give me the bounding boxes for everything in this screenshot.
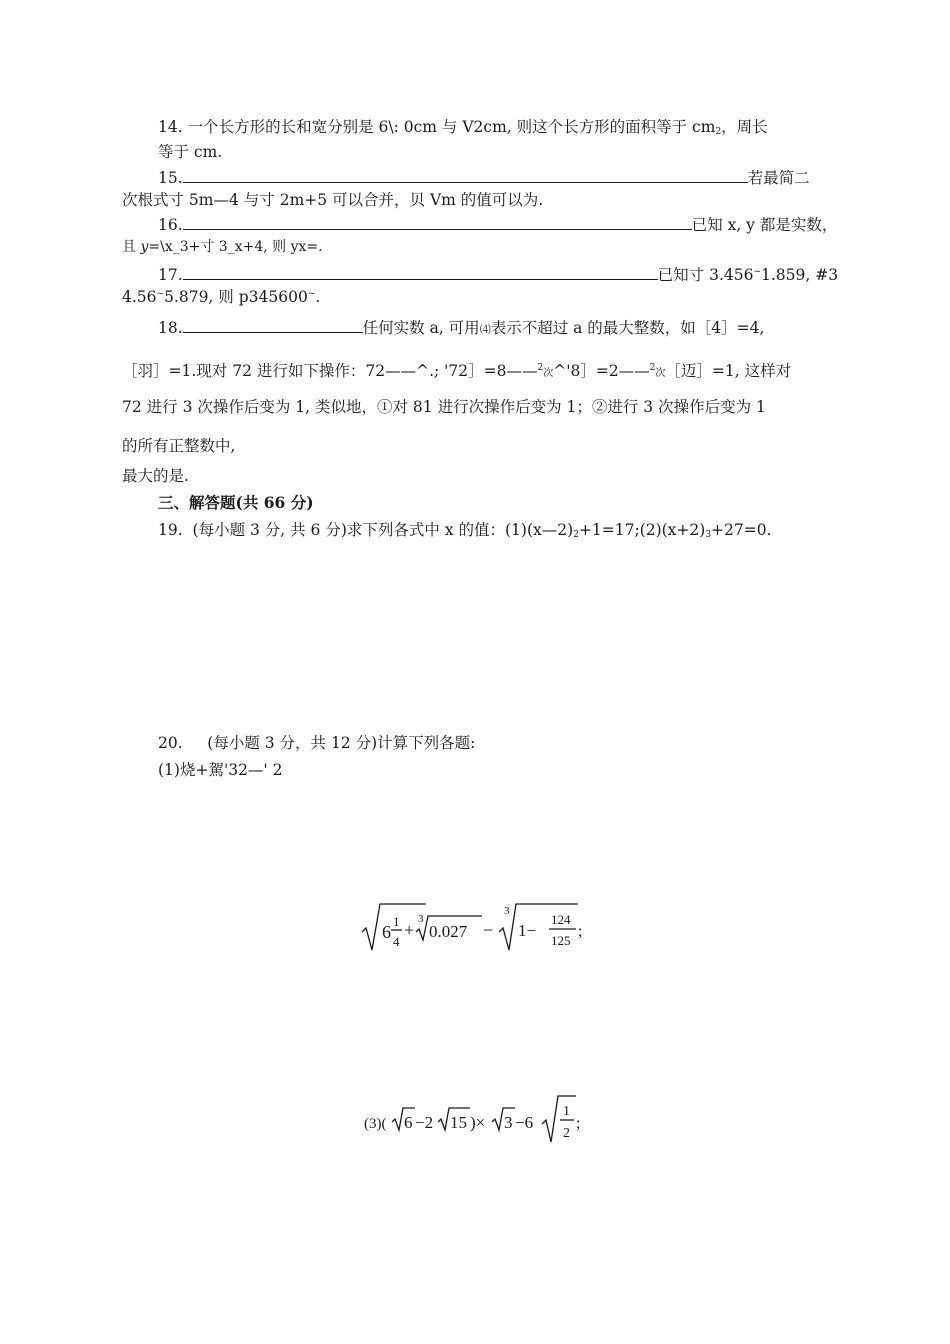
q18-line1: 18. 任何实数 a, 可用⑷表示不超过 a 的最大整数，如［4］=4,	[158, 319, 765, 337]
svg-text:;: ;	[578, 923, 583, 940]
formula-3	[362, 1092, 590, 1148]
svg-text:3: 3	[418, 913, 424, 925]
svg-text:125: 125	[551, 933, 571, 948]
answer-blank[interactable]	[183, 318, 363, 333]
q20-line: 20. (每小题 3 分，共 12 分)计算下列各题:	[158, 734, 476, 752]
q18-line2: ［羽］=1.现对 72 进行如下操作：72——^.; '72］=8——$^2$次^'8］=2——$^2$次［迈］=1, 这样对	[122, 362, 792, 380]
svg-text:6: 6	[404, 1113, 413, 1132]
svg-text:3: 3	[504, 905, 510, 917]
answer-blank[interactable]	[183, 265, 658, 280]
q18-line4: 的所有正整数中,	[122, 437, 236, 455]
q15-line1: 15. 若最简二	[158, 169, 810, 187]
q14-line1: 14. 一个长方形的长和宽分别是 6\: 0cm 与 V2cm, 则这个长方形的面积等于 $cm_2$，周长	[158, 118, 768, 137]
svg-text:+: +	[404, 920, 415, 940]
svg-text:124: 124	[551, 912, 571, 927]
svg-text:(3)(: (3)(	[364, 1116, 387, 1132]
svg-text:2: 2	[563, 1126, 570, 1141]
svg-text:−6: −6	[515, 1113, 534, 1132]
svg-text:1: 1	[563, 1104, 570, 1119]
q18-line3: 72 进行 3 次操作后变为 1, 类似地，①对 81 进行次操作后变为 1；②进行 3 次操作后变为 1	[122, 398, 766, 416]
svg-text:−: −	[483, 920, 494, 940]
svg-text:;: ;	[576, 1115, 581, 1132]
svg-text:4: 4	[393, 934, 400, 949]
q15-line2: 次根式寸 5m—4 与寸 2m+5 可以合并，贝 Vm 的值可以为.	[122, 191, 544, 209]
q16-line2: 且 y=\x_3+寸 3_x+4, 则 yx=.	[122, 239, 323, 255]
svg-text:0.027: 0.027	[429, 922, 468, 941]
q19-line: 19. (每小题 3 分, 共 6 分)求下列各式中 x 的值：$(1)(x—2)_2+1=17;(2)(x+2)_3+27=0$.	[158, 521, 772, 540]
q17-line1: 17. 已知寸 3.456~1.859, #3	[158, 266, 839, 284]
q18-line5: 最大的是.	[122, 467, 189, 485]
section-heading: 三、解答题(共 66 分)	[158, 493, 314, 512]
svg-text:1−: 1−	[518, 921, 537, 940]
sqrt-sign	[542, 1096, 576, 1142]
svg-text:)×: )×	[470, 1113, 486, 1132]
formula-2	[360, 898, 590, 960]
q14-line2: 等于 cm.	[158, 143, 223, 161]
svg-text:−2: −2	[415, 1113, 434, 1132]
svg-text:6: 6	[382, 922, 391, 942]
q16-line1: 16. 已知 x, y 都是实数，	[158, 216, 838, 234]
svg-text:1: 1	[393, 914, 400, 929]
q20-part1: (1)烧+駕'32—' 2	[158, 761, 283, 779]
svg-text:3: 3	[504, 1113, 513, 1132]
answer-blank[interactable]	[183, 168, 748, 183]
q17-line2: 4.56~5.879, 则 p345600~.	[122, 288, 321, 306]
answer-blank[interactable]	[183, 215, 692, 230]
svg-text:15: 15	[450, 1113, 467, 1132]
